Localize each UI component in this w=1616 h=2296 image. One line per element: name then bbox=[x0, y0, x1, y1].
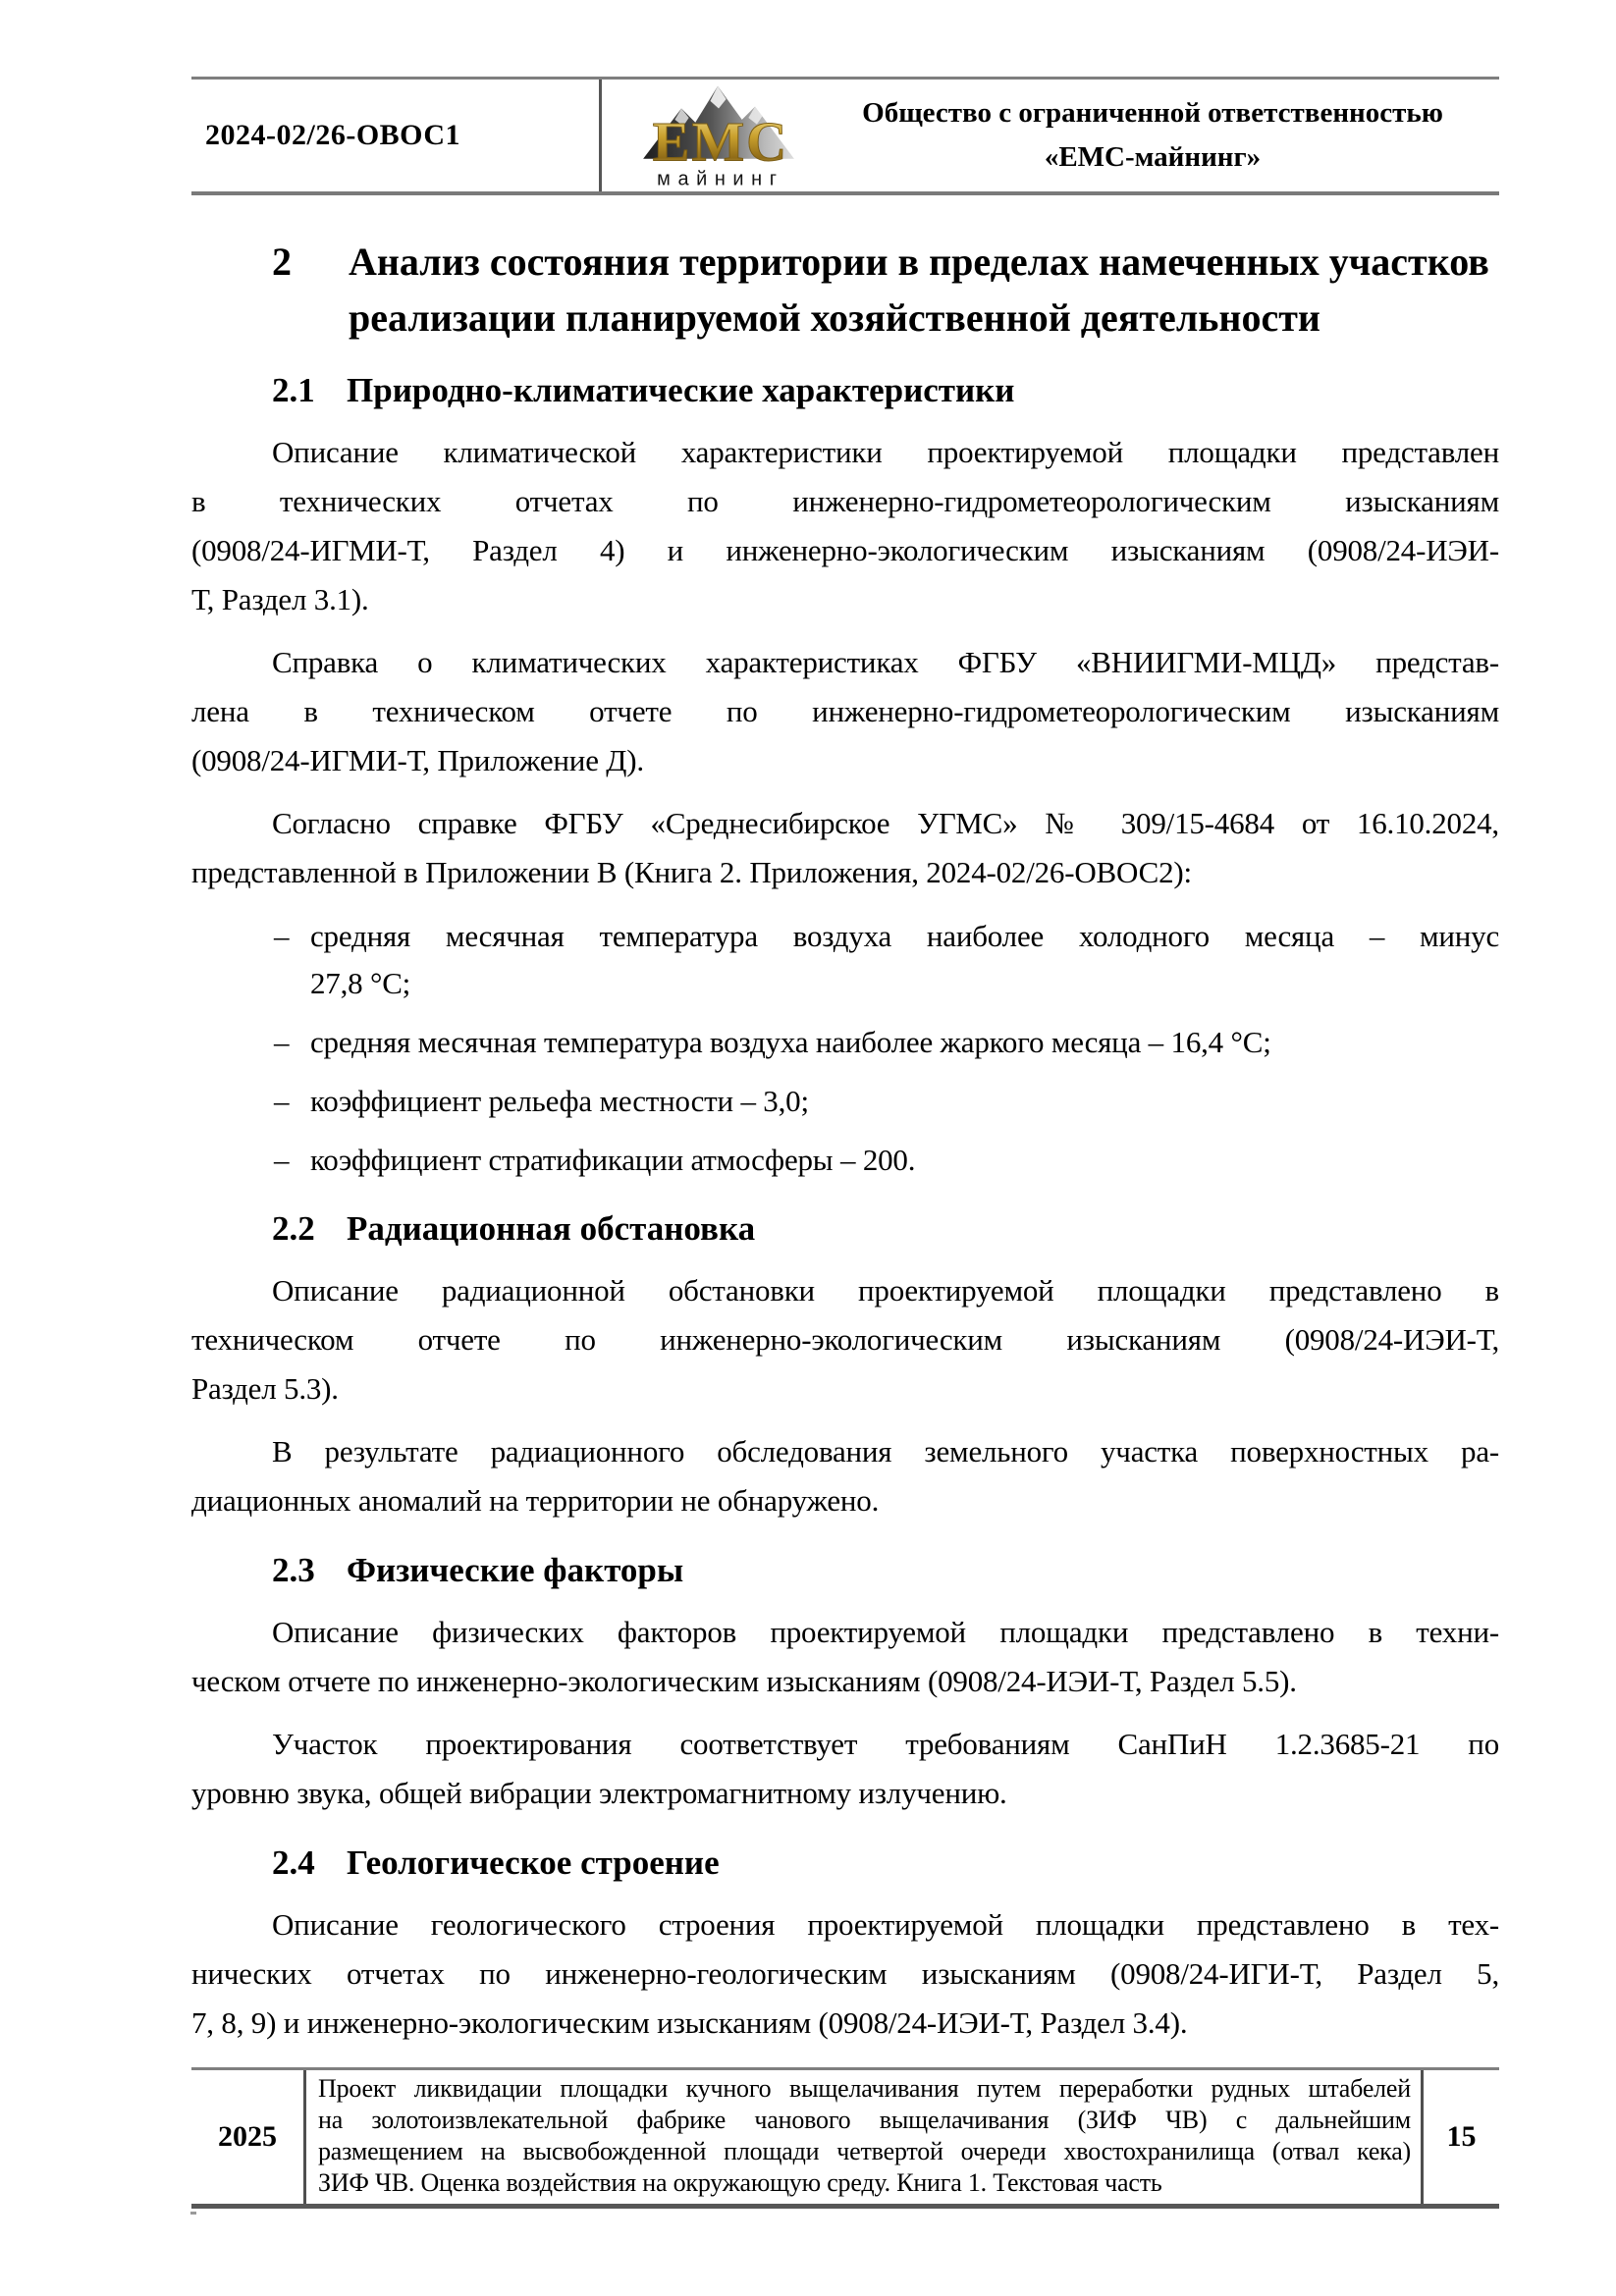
list-item-text bbox=[310, 1019, 1499, 1066]
text-line: техническом отчете по инженерно-экологическим изысканиям (0908/24-ИЭИ-Т, bbox=[191, 1322, 1499, 1357]
text-line: Участок проектирования соответствует требованиям СанПиН 1.2.3685-21 по bbox=[272, 1727, 1499, 1761]
footer-table bbox=[191, 2067, 1499, 2204]
footer-bottom-rule bbox=[191, 2204, 1499, 2209]
paragraph bbox=[191, 1608, 1499, 1706]
paragraph bbox=[191, 428, 1499, 624]
footer-page-cell bbox=[1424, 2070, 1499, 2204]
logo-subbrand-text: майнинг bbox=[657, 168, 784, 190]
doc-number-cell bbox=[191, 80, 599, 191]
header-company-cell bbox=[602, 80, 1499, 191]
heading-line: Анализ состояния территории в пределах намеченных участков bbox=[349, 240, 1489, 284]
page-header bbox=[191, 77, 1499, 195]
text-line: нических отчетах по инженерно-геологическим изысканиям (0908/24-ИГИ-Т, Раздел 5, bbox=[191, 1956, 1499, 1991]
list-item bbox=[191, 1078, 1499, 1125]
document-body bbox=[191, 234, 1499, 2048]
paragraph bbox=[191, 638, 1499, 785]
section-heading-2 bbox=[191, 234, 1499, 346]
paragraph bbox=[191, 1427, 1499, 1525]
heading-text: Геологическое строение bbox=[347, 1843, 720, 1882]
list-marker: – bbox=[274, 919, 290, 953]
footer-year: 2025 bbox=[218, 2120, 277, 2153]
heading-number: 2.1 bbox=[272, 371, 315, 409]
heading-number: 2 bbox=[272, 240, 292, 284]
text-line: Описание физических факторов проектируемой площадки представлено в техни- bbox=[272, 1615, 1499, 1649]
text-line: Согласно справке ФГБУ «Среднесибирское УГМС» № 309/15-4684 от 16.10.2024, bbox=[272, 806, 1499, 840]
text-line: коэффициент рельефа местности – 3,0; bbox=[310, 1084, 809, 1118]
stray-mark bbox=[190, 2212, 196, 2215]
list-item bbox=[191, 1019, 1499, 1066]
text-line: ческом отчете по инженерно-экологическим изысканиям (0908/24-ИЭИ-Т, Раздел 5.5). bbox=[191, 1664, 1297, 1698]
list-item-text bbox=[310, 1137, 1499, 1184]
text-line: средняя месячная температура воздуха наиболее холодного месяца – минус bbox=[310, 919, 1499, 953]
page-number: 15 bbox=[1446, 2120, 1477, 2153]
footer-text-line: ЗИФ ЧВ. Оценка воздействия на окружающую среду. Книга 1. Текстовая часть bbox=[318, 2168, 1162, 2197]
text-line: Описание радиационной обстановки проектируемой площадки представлено в bbox=[272, 1273, 1499, 1308]
text-line: В результате радиационного обследования земельного участка поверхностных ра- bbox=[272, 1434, 1499, 1468]
text-line: Описание климатической характеристики проектируемой площадки представлен bbox=[272, 435, 1499, 469]
text-line: Т, Раздел 3.1). bbox=[191, 582, 369, 616]
list-item bbox=[191, 1137, 1499, 1184]
logo-brand-text: ЕМС bbox=[652, 111, 789, 174]
heading-number: 2.4 bbox=[272, 1843, 315, 1882]
footer-year-cell bbox=[191, 2070, 303, 2204]
text-line: Раздел 5.3). bbox=[191, 1371, 339, 1406]
text-line: уровню звука, общей вибрации электромагнитному излучению. bbox=[191, 1776, 1007, 1810]
footer-text-line: размещением на высвобожденной площади четвертой очереди хвостохранилища (отвал кека) bbox=[318, 2137, 1411, 2165]
text-line: 27,8 °С; bbox=[310, 966, 411, 1000]
heading-line: реализации планируемой хозяйственной деятельности bbox=[349, 295, 1320, 340]
text-line: Описание геологического строения проектируемой площадки представлено в тех- bbox=[272, 1907, 1499, 1942]
list-item-text bbox=[310, 1078, 1499, 1125]
text-line: Справка о климатических характеристиках ФГБУ «ВНИИГМИ-МЦД» представ- bbox=[272, 645, 1499, 679]
text-line: (0908/24-ИГМИ-Т, Приложение Д). bbox=[191, 743, 644, 777]
company-name-line: Общество с ограниченной ответственностью bbox=[862, 97, 1443, 129]
text-line: коэффициент стратификации атмосферы – 200. bbox=[310, 1143, 916, 1177]
list-marker: – bbox=[274, 1084, 290, 1118]
paragraph bbox=[191, 1900, 1499, 2048]
text-line: представленной в Приложении В (Книга 2. Приложения, 2024-02/26-ОВОС2): bbox=[191, 855, 1192, 889]
section-heading-2-2 bbox=[191, 1205, 1499, 1253]
doc-number: 2024-02/26-ОВОС1 bbox=[205, 119, 461, 151]
list-item-text bbox=[310, 913, 1499, 1007]
list-marker: – bbox=[274, 1143, 290, 1177]
text-line: в технических отчетах по инженерно-гидрометеорологическим изысканиям bbox=[191, 484, 1499, 518]
text-line: лена в техническом отчете по инженерно-гидрометеорологическим изысканиям bbox=[191, 694, 1499, 728]
bullet-list bbox=[191, 913, 1499, 1184]
footer-text-line: Проект ликвидации площадки кучного выщелачивания путем переработки рудных штабелей bbox=[318, 2074, 1411, 2103]
heading-number: 2.2 bbox=[272, 1209, 315, 1248]
heading-text: Природно-климатические характеристики bbox=[347, 371, 1015, 409]
heading-text: Физические факторы bbox=[347, 1551, 684, 1589]
section-heading-2-1 bbox=[191, 367, 1499, 414]
mountain-logo-icon bbox=[625, 80, 812, 190]
footer-text-line: на золотоизвлекательной фабрике чанового выщелачивания (ЗИФ ЧВ) с дальнейшим bbox=[318, 2106, 1411, 2134]
text-line: средняя месячная температура воздуха наиболее жаркого месяца – 16,4 °С; bbox=[310, 1025, 1271, 1059]
heading-number: 2.3 bbox=[272, 1551, 315, 1589]
text-line: (0908/24-ИГМИ-Т, Раздел 4) и инженерно-экологическим изысканиям (0908/24-ИЭИ- bbox=[191, 533, 1499, 567]
section-heading-2-3 bbox=[191, 1547, 1499, 1594]
text-line: 7, 8, 9) и инженерно-экологическим изысканиям (0908/24-ИЭИ-Т, Раздел 3.4). bbox=[191, 2005, 1188, 2040]
heading-text: Радиационная обстановка bbox=[347, 1209, 756, 1248]
paragraph bbox=[191, 1720, 1499, 1818]
heading-text bbox=[349, 234, 1499, 346]
paragraph bbox=[191, 1266, 1499, 1414]
list-item bbox=[191, 913, 1499, 1007]
list-marker: – bbox=[274, 1025, 290, 1059]
company-name-line: «ЕМС-майнинг» bbox=[1044, 141, 1262, 173]
text-line: диационных аномалий на территории не обнаружено. bbox=[191, 1483, 880, 1518]
section-heading-2-4 bbox=[191, 1840, 1499, 1887]
page-footer bbox=[191, 2067, 1499, 2209]
company-logo bbox=[625, 80, 812, 190]
company-name bbox=[812, 91, 1499, 180]
paragraph bbox=[191, 799, 1499, 897]
footer-project-cell bbox=[303, 2070, 1424, 2204]
